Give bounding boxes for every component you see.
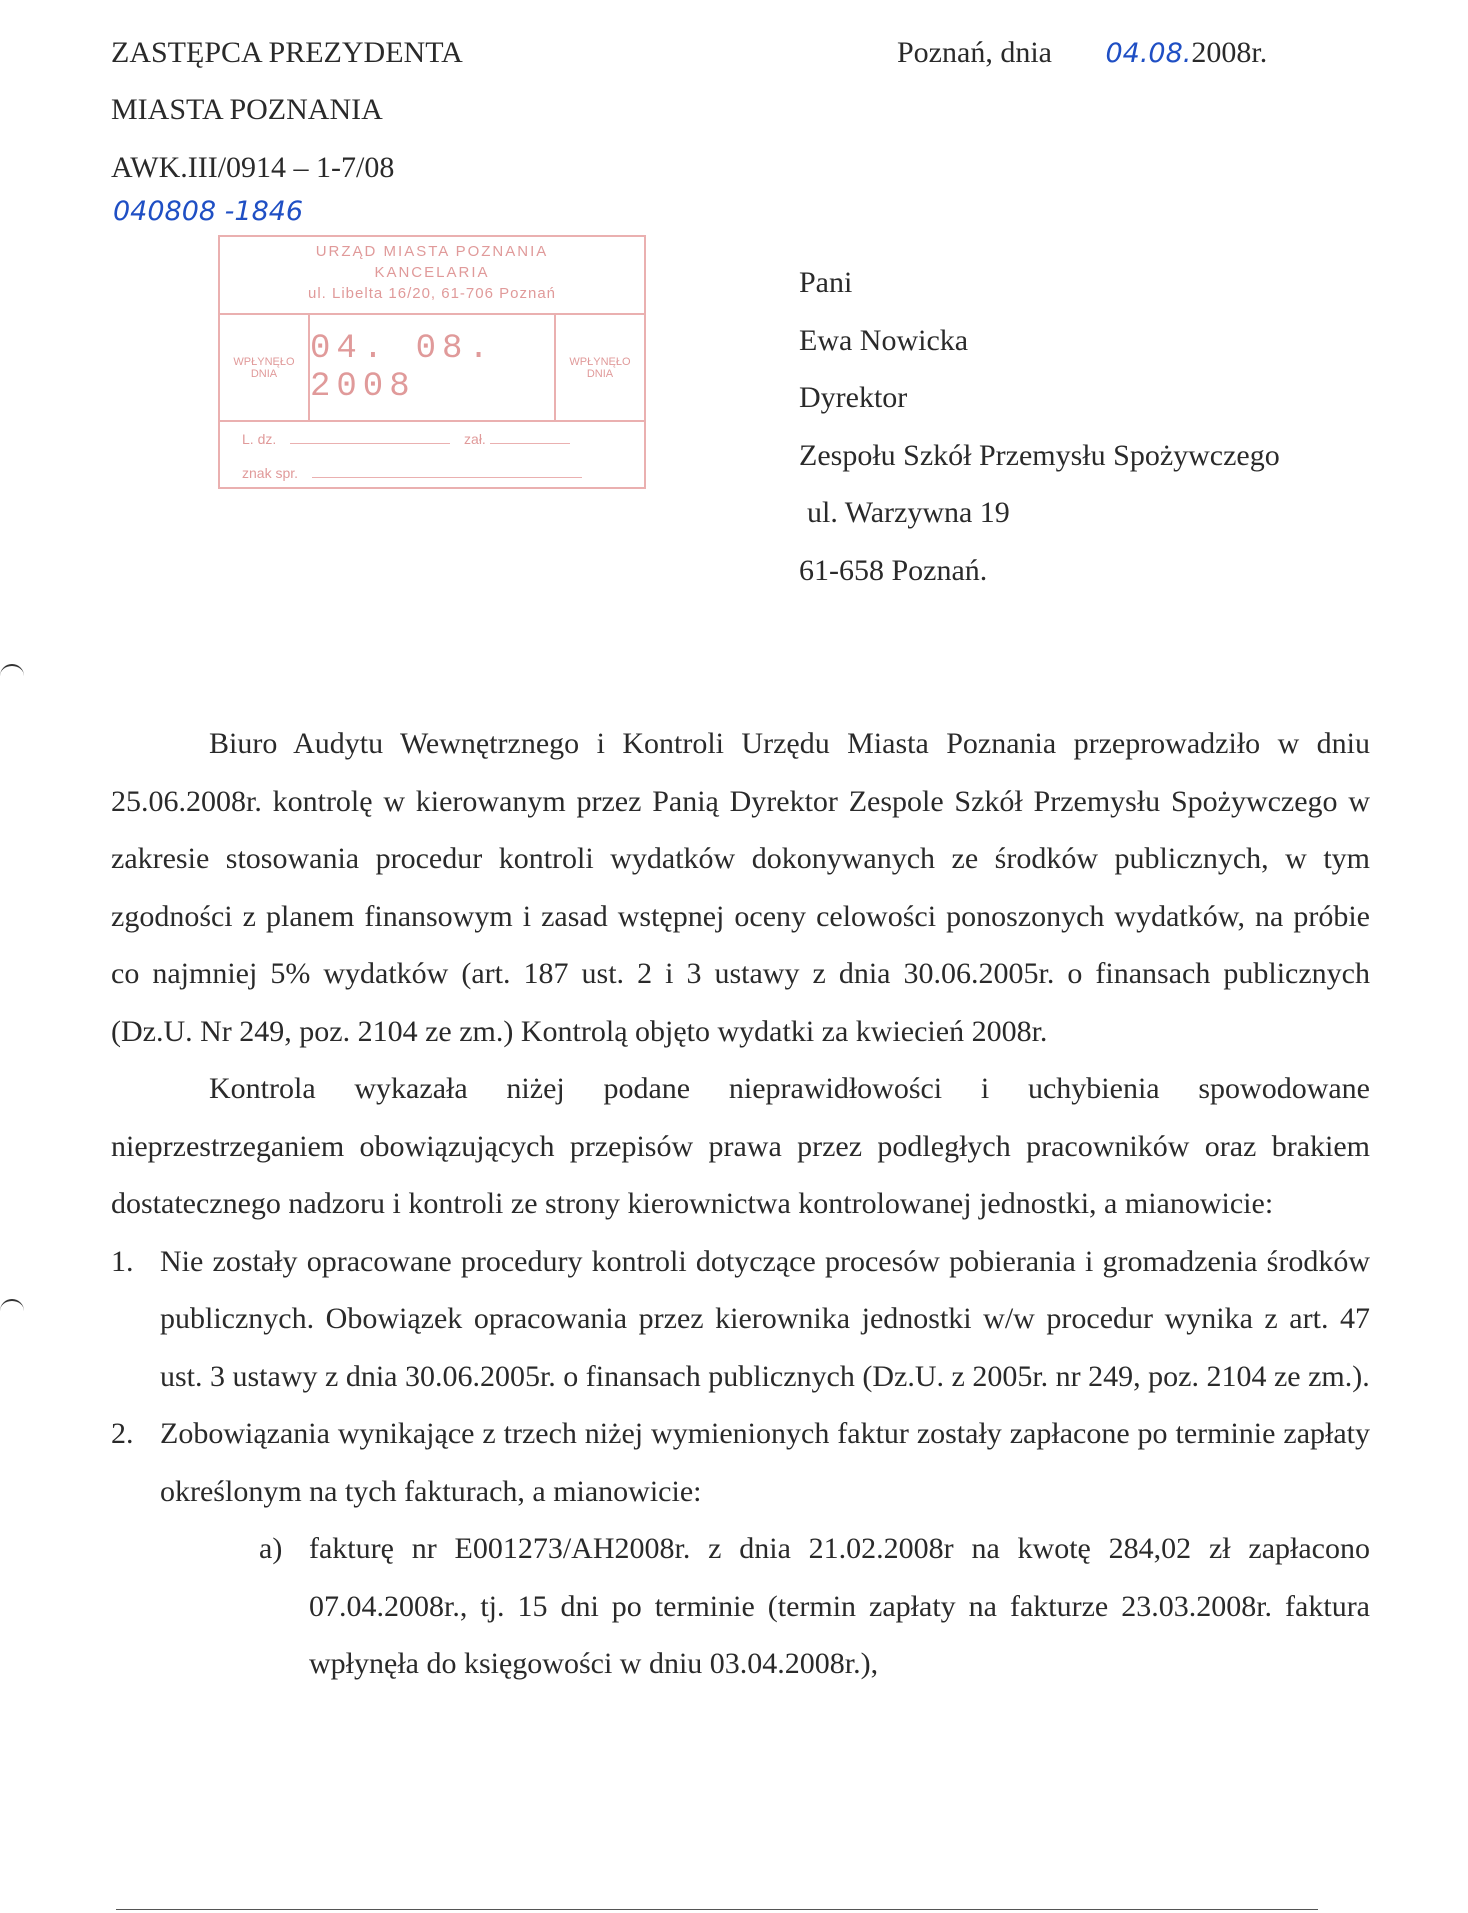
recipient-name: Ewa Nowicka bbox=[799, 323, 969, 357]
registry-stamp bbox=[218, 235, 646, 489]
stamp-office: URZĄD MIASTA POZNANIA bbox=[315, 243, 549, 260]
paragraph-1: Biuro Audytu Wewnętrznego i Kontroli Urzędu Miasta Poznania przeprowadziło w dniu 25.06.2008r. kontrolę w kierowanym przez Panią Dyrektor Zespole Szkół Przemysłu Spożywczego w zakresie stosowania procedur kontroli wydatków dokonywanych ze środków publicznych, w tym zgodności z planem finansowym i zasad wstępnej oceny celowości ponoszonych wydatków, na próbie co najmniej 5% wydatków (art. 187 ust. 2 i 3 ustawy z dnia 30.06.2005r. o finansach publicznych (Dz.U. Nr 249, poz. 2104 ze zm.) Kontrolą objęto wydatki za kwiecień 2008r. bbox=[111, 727, 1370, 1048]
stamp-received-left: WPŁYNĘŁO DNIA bbox=[233, 355, 295, 380]
recipient-title: Dyrektor bbox=[799, 381, 908, 414]
recipient-street: ul. Warzywna 19 bbox=[807, 496, 1010, 529]
stamp-received-date: 04. 08. 2008 bbox=[308, 315, 556, 420]
sub-item-letter: a) bbox=[259, 1532, 283, 1565]
recipient-address bbox=[799, 254, 1280, 599]
stamp-address: ul. Libelta 16/20, 61-706 Poznań bbox=[308, 285, 556, 302]
paragraph-2: Kontrola wykazała niżej podane nieprawidłowości i uchybienia spowodowane nieprzestrzeganiem obowiązujących przepisów prawa przez podległych pracowników oraz brakiem dostatecznego nadzoru i kontroli ze strony kierownictwa kontrolowanej jednostki, a mianowicie: bbox=[111, 1072, 1370, 1220]
recipient-institution: Zespołu Szkół Przemysłu Spożywczego bbox=[799, 438, 1280, 472]
stamp-received-right: WPŁYNĘŁO DNIA bbox=[569, 355, 631, 380]
item-number: 1. bbox=[111, 1244, 134, 1278]
sender-office: MIASTA POZNANIA bbox=[111, 93, 383, 126]
list-item bbox=[111, 1233, 1370, 1406]
sender-title: ZASTĘPCA PREZYDENTA bbox=[111, 36, 463, 69]
handwritten-date: 04.08. bbox=[1105, 38, 1192, 69]
handwritten-registration-number: 040808 -1846 bbox=[113, 196, 304, 227]
stamp-znak-label: znak spr. bbox=[242, 465, 299, 481]
date-year: 2008r. bbox=[1191, 36, 1268, 69]
punch-hole-mark bbox=[0, 664, 24, 680]
item-text: Zobowiązania wynikające z trzech niżej wymienionych faktur zostały zapłacone po terminie zapłaty określonym na tych fakturach, a mianowicie: bbox=[160, 1417, 1370, 1508]
item-text: Nie zostały opracowane procedury kontroli dotyczące procesów pobierania i gromadzenia środków publicznych. Obowiązek opracowania przez kierownika jednostki w/w procedur wynika z art. 47 ust. 3 ustawy z dnia 30.06.2005r. o finansach publicznych (Dz.U. z 2005r. nr 249, poz. 2104 ze zm.). bbox=[160, 1244, 1370, 1393]
stamp-ldz-label: L. dz. bbox=[242, 431, 277, 447]
reference-number: AWK.III/0914 – 1-7/08 bbox=[111, 151, 395, 184]
item-number: 2. bbox=[111, 1417, 134, 1450]
date-line bbox=[897, 24, 1267, 82]
stamp-department: KANCELARIA bbox=[374, 264, 490, 281]
stamp-zal-label: zał. bbox=[464, 431, 486, 447]
letter-body bbox=[111, 715, 1370, 1693]
recipient-salutation: Pani bbox=[799, 266, 853, 299]
date-prefix: Poznań, dnia bbox=[897, 36, 1052, 69]
footer-divider bbox=[116, 1909, 1318, 1910]
sub-list-item bbox=[259, 1520, 1370, 1693]
punch-hole-mark bbox=[0, 1299, 24, 1315]
recipient-city: 61-658 Poznań. bbox=[799, 553, 988, 587]
sub-item-text: fakturę nr E001273/AH2008r. z dnia 21.02.2008r na kwotę 284,02 zł zapłacono 07.04.2008r., tj. 15 dni po terminie (termin zapłaty na fakturze 23.03.2008r. faktura wpłynęła do księgowości w dniu 03.04.2008r.), bbox=[309, 1532, 1370, 1680]
list-item bbox=[111, 1405, 1370, 1520]
